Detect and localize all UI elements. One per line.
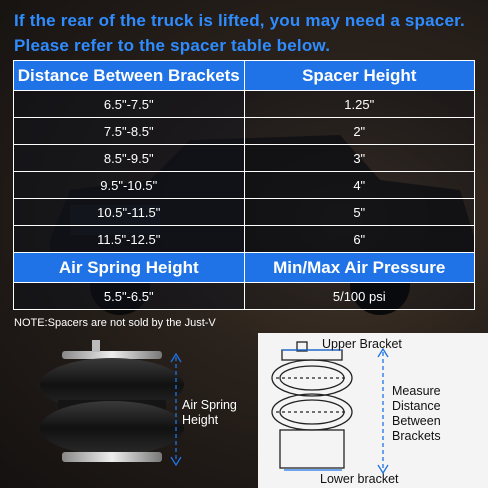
measure-line-3: Between — [392, 414, 441, 428]
cell-spacer: 5" — [244, 199, 475, 226]
cell-distance: 7.5"-8.5" — [14, 118, 245, 145]
cell-spacer: 2" — [244, 118, 475, 145]
header-distance: Distance Between Brackets — [14, 61, 245, 91]
headline-line-2: Please refer to the spacer table below. — [14, 36, 331, 55]
measure-line-1: Measure — [392, 384, 441, 398]
upper-bracket-label: Upper Bracket — [322, 337, 402, 351]
measure-distance-label — [392, 384, 441, 444]
header-spacer-height: Spacer Height — [244, 61, 475, 91]
cell-air-pressure: 5/100 psi — [244, 283, 475, 310]
cell-spacer: 6" — [244, 226, 475, 253]
measure-line-4: Brackets — [392, 429, 441, 443]
cell-distance: 11.5"-12.5" — [14, 226, 245, 253]
cell-spacer: 4" — [244, 172, 475, 199]
cell-distance: 8.5"-9.5" — [14, 145, 245, 172]
headline-line-1: If the rear of the truck is lifted, you may need a spacer. — [14, 11, 465, 30]
cell-distance: 10.5"-11.5" — [14, 199, 245, 226]
header-air-pressure: Min/Max Air Pressure — [244, 253, 475, 283]
header-air-spring-height: Air Spring Height — [14, 253, 245, 283]
note-text: NOTE:Spacers are not sold by the Just-V — [14, 317, 216, 329]
air-spring-height-line-1: Air Spring — [182, 398, 237, 412]
lower-bracket-label: Lower bracket — [320, 472, 399, 486]
cell-distance: 9.5"-10.5" — [14, 172, 245, 199]
measure-line-2: Distance — [392, 399, 441, 413]
air-spring-height-label — [182, 398, 237, 428]
cell-spacer: 1.25" — [244, 91, 475, 118]
cell-distance: 6.5"-7.5" — [14, 91, 245, 118]
cell-spacer: 3" — [244, 145, 475, 172]
cell-air-spring-height: 5.5"-6.5" — [14, 283, 245, 310]
air-spring-height-line-2: Height — [182, 413, 219, 427]
